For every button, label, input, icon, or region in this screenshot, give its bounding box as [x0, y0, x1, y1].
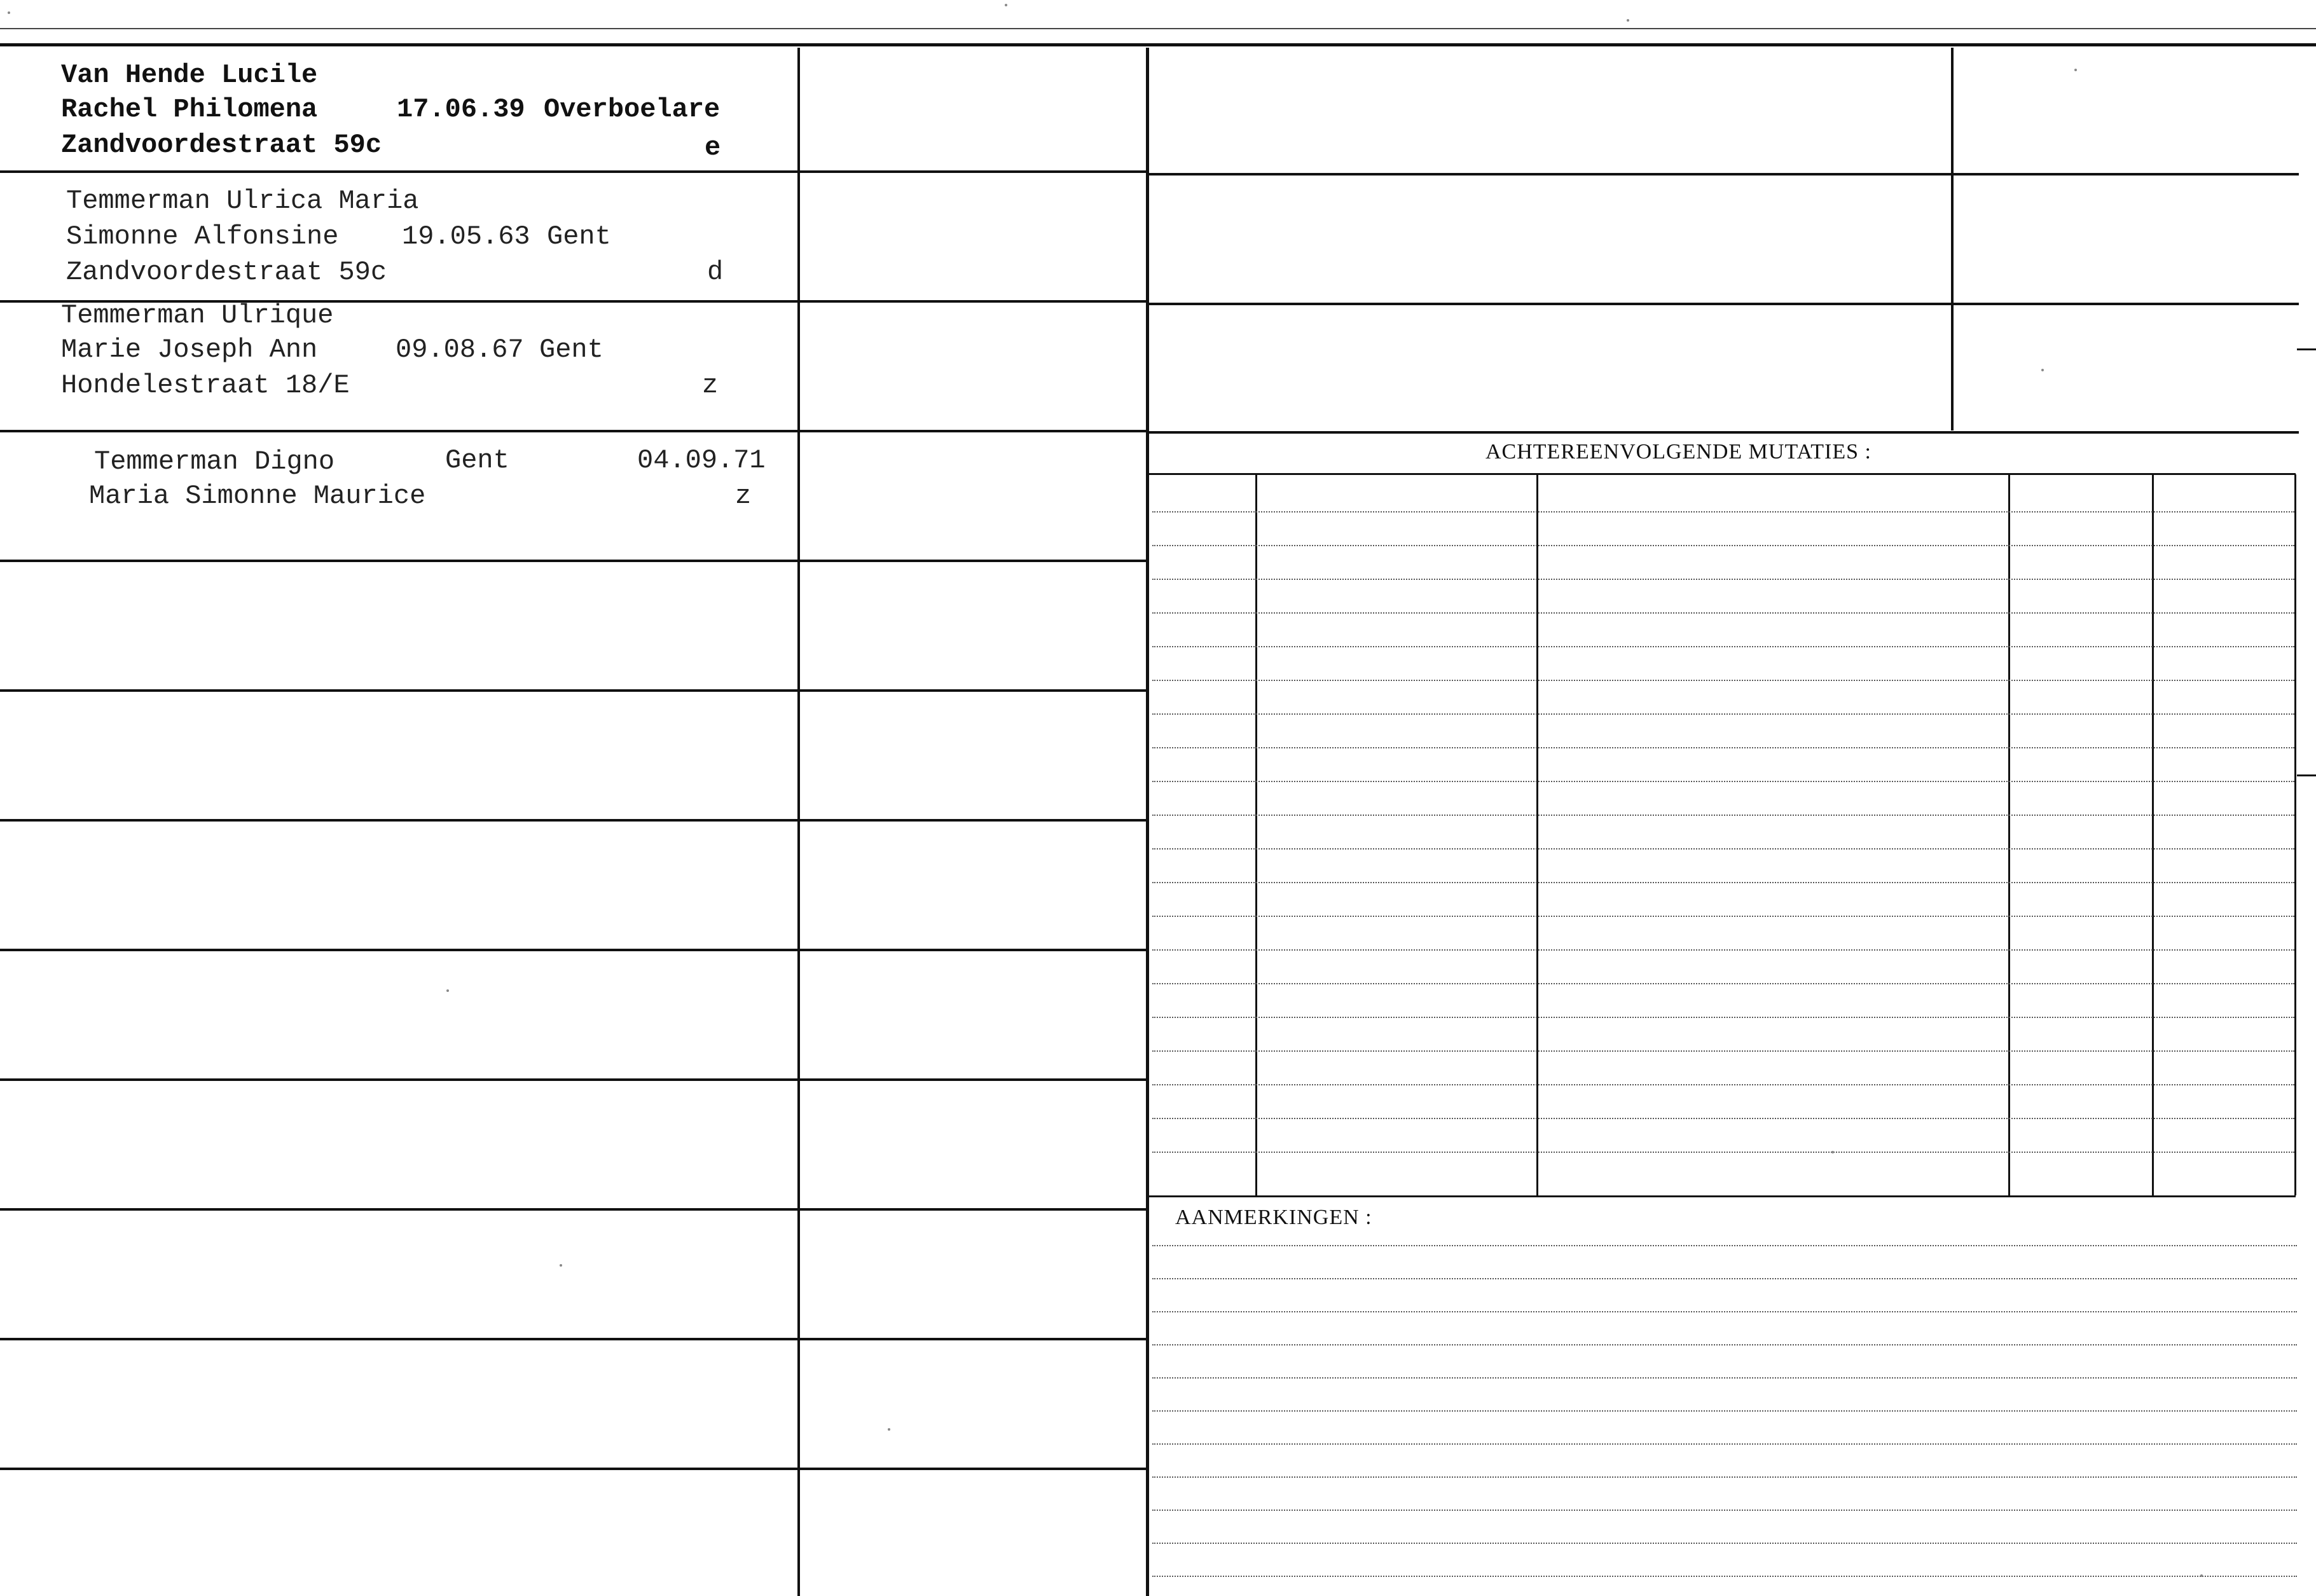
- row-separator: [0, 170, 1148, 173]
- right-row-separator: [1148, 431, 2299, 434]
- right-row-separator: [1148, 173, 2299, 175]
- entry-3-name-line1: Temmerman Ulrique: [61, 300, 334, 331]
- mutation-ruled-line: [1152, 646, 2294, 647]
- column-divider-upper-right: [1951, 48, 1954, 430]
- mutations-col-line: [1255, 474, 1257, 1195]
- mutations-col-line: [2294, 474, 2296, 1195]
- remark-ruled-line: [1152, 1410, 2297, 1412]
- mutation-ruled-line: [1152, 680, 2294, 681]
- row-separator: [0, 430, 1148, 432]
- mutation-ruled-line: [1152, 949, 2294, 951]
- mutation-ruled-line: [1152, 1152, 2294, 1153]
- entry-3-birth-date: 09.08.67: [396, 334, 524, 365]
- entry-2-address: Zandvoordestraat 59c: [66, 257, 387, 287]
- mutation-ruled-line: [1152, 781, 2294, 782]
- mutation-ruled-line: [1152, 747, 2294, 748]
- mutation-ruled-line: [1152, 882, 2294, 883]
- row-separator: [0, 819, 1148, 822]
- right-edge-tick: [2297, 348, 2316, 350]
- remark-ruled-line: [1152, 1510, 2297, 1511]
- entry-3-address: Hondelestraat 18/E: [61, 370, 350, 401]
- mutation-ruled-line: [1152, 545, 2294, 546]
- mutations-table-bottom: [1148, 1195, 2296, 1197]
- entry-4-code: z: [735, 481, 752, 511]
- row-separator: [0, 560, 1148, 562]
- mutation-ruled-line: [1152, 1050, 2294, 1052]
- entry-1-birth-date: 17.06.39: [397, 94, 525, 125]
- entry-3-name-line2: Marie Joseph Ann: [61, 334, 318, 365]
- remark-ruled-line: [1152, 1476, 2297, 1478]
- scan-speck: [1831, 1151, 1834, 1153]
- entry-4-name-line1: Temmerman Digno: [94, 446, 335, 477]
- remark-ruled-line: [1152, 1377, 2297, 1379]
- scan-speck: [2074, 69, 2077, 71]
- remark-ruled-line: [1152, 1245, 2297, 1246]
- row-separator: [0, 949, 1148, 951]
- mutations-col-line: [2152, 474, 2154, 1195]
- row-separator: [0, 1078, 1148, 1081]
- mutations-col-line: [2008, 474, 2010, 1195]
- top-border: [0, 43, 2316, 46]
- entry-2-birth-date: 19.05.63: [402, 221, 530, 252]
- top-border-thin: [0, 28, 2316, 29]
- mutation-ruled-line: [1152, 848, 2294, 850]
- row-separator: [0, 1468, 1148, 1470]
- entry-4-birth-place: Gent: [445, 445, 509, 476]
- mutation-ruled-line: [1152, 983, 2294, 984]
- column-divider-center: [1146, 48, 1149, 1596]
- remark-ruled-line: [1152, 1576, 2297, 1577]
- scan-speck: [888, 1428, 890, 1431]
- mutations-col-line: [1536, 474, 1538, 1195]
- mutation-ruled-line: [1152, 916, 2294, 917]
- mutation-ruled-line: [1152, 1118, 2294, 1119]
- entry-1-code: e: [705, 132, 721, 163]
- remarks-header: AANMERKINGEN :: [1175, 1206, 1372, 1229]
- entry-3-code: z: [702, 370, 719, 401]
- scan-speck: [8, 11, 10, 14]
- scan-speck: [446, 989, 449, 992]
- remark-ruled-line: [1152, 1311, 2297, 1312]
- right-edge-tick: [2297, 774, 2316, 776]
- entry-1-name-line1: Van Hende Lucile: [61, 60, 318, 90]
- entry-1-address: Zandvoordestraat 59c: [61, 130, 382, 160]
- entry-2-name-line1: Temmerman Ulrica Maria: [66, 186, 419, 216]
- remark-ruled-line: [1152, 1543, 2297, 1544]
- row-separator: [0, 1208, 1148, 1211]
- scan-speck: [1627, 19, 1629, 22]
- mutations-header: ACHTEREENVOLGENDE MUTATIES :: [1485, 440, 1871, 464]
- mutation-ruled-line: [1152, 612, 2294, 614]
- remark-ruled-line: [1152, 1344, 2297, 1345]
- entry-4-name-line2: Maria Simonne Maurice: [89, 481, 426, 511]
- mutation-ruled-line: [1152, 1084, 2294, 1085]
- entry-2-code: d: [707, 257, 724, 287]
- row-separator: [0, 689, 1148, 692]
- entry-3-birth-place: Gent: [539, 334, 603, 365]
- entry-2-birth-place: Gent: [547, 221, 611, 252]
- mutation-ruled-line: [1152, 579, 2294, 580]
- mutation-ruled-line: [1152, 815, 2294, 816]
- remark-ruled-line: [1152, 1278, 2297, 1279]
- entry-4-birth-date: 04.09.71: [637, 445, 766, 476]
- mutation-ruled-line: [1152, 1017, 2294, 1018]
- scan-speck: [560, 1264, 562, 1267]
- entry-2-name-line2: Simonne Alfonsine: [66, 221, 339, 252]
- remark-ruled-line: [1152, 1443, 2297, 1445]
- scan-speck: [1005, 4, 1007, 6]
- mutations-table-top: [1148, 473, 2296, 475]
- scan-speck: [2200, 1574, 2203, 1577]
- entry-1-name-line2: Rachel Philomena: [61, 94, 318, 125]
- row-separator: [0, 1338, 1148, 1340]
- mutation-ruled-line: [1152, 713, 2294, 715]
- scan-speck: [2041, 369, 2044, 371]
- column-divider-left: [797, 48, 800, 1596]
- right-row-separator: [1148, 303, 2299, 305]
- mutation-ruled-line: [1152, 511, 2294, 513]
- entry-1-birth-place: Overboelare: [544, 94, 720, 125]
